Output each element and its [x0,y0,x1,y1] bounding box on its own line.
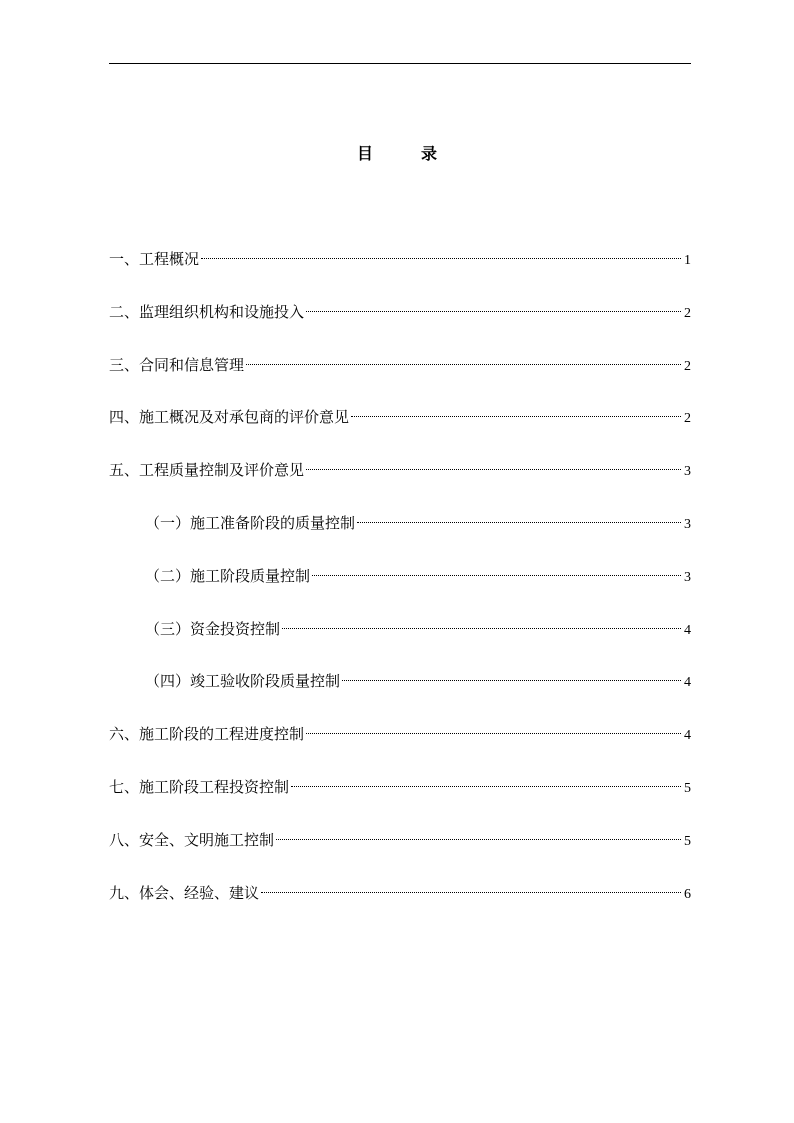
toc-subentry[interactable] [109,564,691,617]
toc-dot-leader [276,839,681,840]
toc-entry-label: 六、施工阶段的工程进度控制 [109,725,305,744]
toc-subentry[interactable] [109,617,691,670]
toc-entry-label: （一）施工准备阶段的质量控制 [145,513,356,532]
toc-dot-leader [351,416,681,417]
toc-entry[interactable] [109,405,691,458]
toc-entry[interactable] [109,458,691,511]
toc-entry[interactable] [109,828,691,881]
toc-entry-page: 4 [684,675,691,691]
toc-entry-label: 九、体会、经验、建议 [109,883,260,902]
toc-dot-leader [306,311,681,312]
toc-entry[interactable] [109,247,691,300]
toc-entry[interactable] [109,300,691,353]
toc-dot-leader [261,892,681,893]
toc-entry-page: 5 [684,780,691,796]
toc-entry-label: 二、监理组织机构和设施投入 [109,302,305,321]
toc-entry-page: 5 [684,833,691,849]
toc-subentry[interactable] [109,511,691,564]
toc-entry[interactable] [109,353,691,406]
toc-entry-label: 四、施工概况及对承包商的评价意见 [109,408,350,427]
toc-entry-page: 6 [684,886,691,902]
toc-dot-leader [312,575,681,576]
toc-dot-leader [342,680,681,681]
toc-entry-page: 1 [684,253,691,268]
toc-entry[interactable] [109,881,691,934]
toc-entry-page: 2 [684,305,691,321]
toc-dot-leader [291,786,681,787]
toc-entry-label: 三、合同和信息管理 [109,355,245,374]
toc-entry-page: 2 [684,358,691,374]
toc-entry[interactable] [109,775,691,828]
toc-dot-leader [306,469,681,470]
toc-entry-label: 七、施工阶段工程投资控制 [109,777,290,796]
toc-entry-label: 八、安全、文明施工控制 [109,830,275,849]
toc-dot-leader [246,364,681,365]
toc-entry-label: 一、工程概况 [109,250,200,268]
toc-entry-page: 3 [684,569,691,585]
header-rule [109,63,691,64]
toc-entry-label: （四）竣工验收阶段质量控制 [145,672,341,691]
toc-entry-label: 五、工程质量控制及评价意见 [109,461,305,480]
toc-entry-label: （三）资金投资控制 [145,619,281,638]
toc-dot-leader [357,522,681,523]
toc-dot-leader [306,733,681,734]
table-of-contents [109,247,691,933]
toc-entry-page: 3 [684,516,691,532]
toc-entry[interactable] [109,722,691,775]
toc-title: 目 录 [356,144,437,163]
toc-dot-leader [282,628,681,629]
toc-entry-page: 4 [684,622,691,638]
toc-entry-label: （二）施工阶段质量控制 [145,566,311,585]
toc-entry-page: 3 [684,464,691,480]
toc-subentry[interactable] [109,669,691,722]
toc-entry-page: 4 [684,728,691,744]
toc-entry-page: 2 [684,411,691,427]
toc-dot-leader [201,258,681,259]
